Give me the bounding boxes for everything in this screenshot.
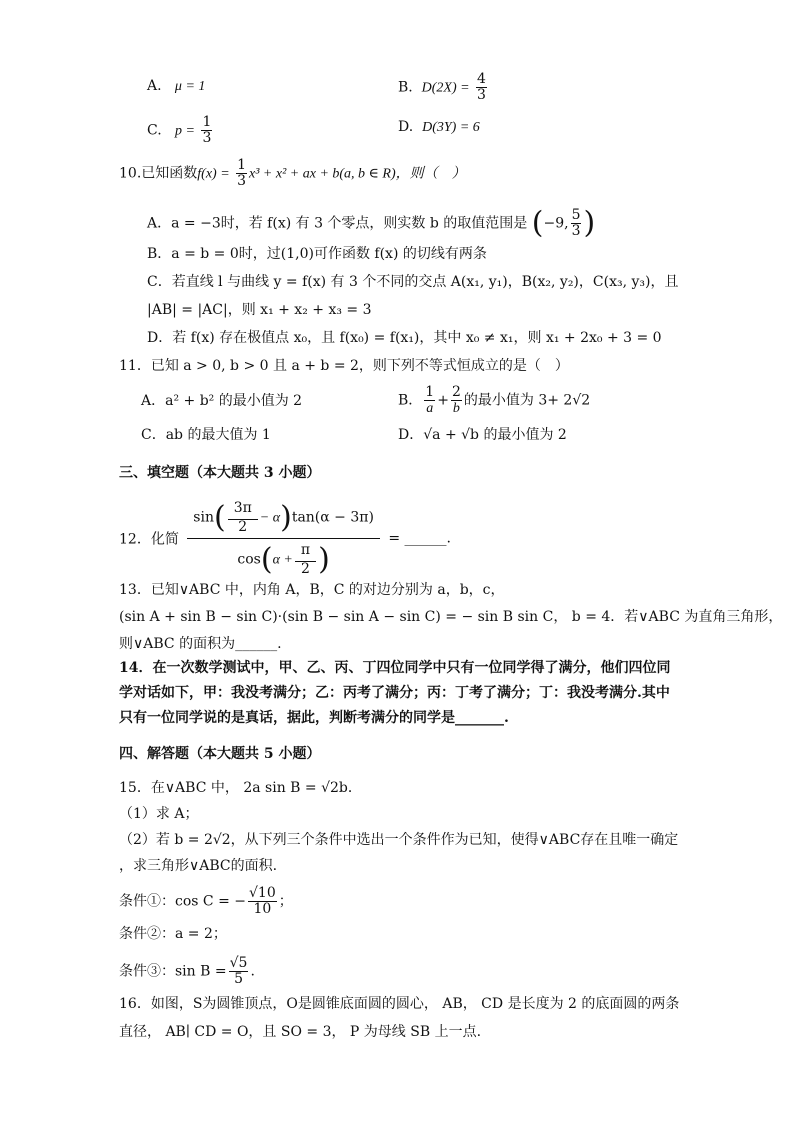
- q15-condition-2: 条件②：a = 2；: [119, 926, 227, 942]
- q10-option-b: B．a = b = 0时，过(1,0)可作函数 f(x) 的切线有两条: [147, 246, 487, 262]
- q13-line3: 则∨ABC 的面积为______.: [119, 636, 282, 652]
- q15-condition-3: 条件③：sin B = $\frac{√5}{5}$ .: [119, 955, 255, 987]
- q10-option-d: D．若 f(x) 存在极值点 x₀，且 f(x₀) = f(x₁)，其中 x₀ ≠ x₁，则 x₁ + 2x₀ + 3 = 0: [147, 330, 662, 346]
- q9-option-a: A. μ = 1: [147, 78, 206, 94]
- q11-option-a: A．a² + b² 的最小值为 2: [141, 393, 303, 409]
- section-heading-answers: 四、解答题（本大题共 5 小题）: [119, 746, 321, 762]
- q12-fraction: sin( $\frac{3\pi}{2}$ − α)tan(α − 3π) cos(α + $\frac{\pi}{2}$ ): [187, 500, 380, 577]
- q10-option-a: A．a = −3时，若 f(x) 有 3 个零点，则实数 b 的取值范围是 (−9, $\frac{5}{3}$ ): [147, 205, 596, 241]
- q14-line2: 学对话如下，甲：我没考满分；乙：丙考了满分；丙：丁考了满分；丁：我没考满分.其中: [119, 685, 670, 701]
- q15-part2-line2: ，求三角形∨ABC的面积.: [119, 858, 278, 874]
- q10-option-c-line2: |AB| = |AC|，则 x₁ + x₂ + x₃ = 3: [147, 302, 372, 318]
- q13-line2: (sin A + sin B − sin C)·(sin B − sin A − sin C) = − sin B sin C， b = 4．若∨ABC 为直角三角形，: [119, 609, 783, 625]
- q14-line3: 只有一位同学说的是真话，据此，判断考满分的同学是_______.: [119, 710, 509, 726]
- q15-part2-line1: （2）若 b = 2√2，从下列三个条件中选出一个条件作为已知，使得∨ABC存在且唯一确定: [119, 832, 679, 848]
- q15-condition-1: 条件①：cos C = − $\frac{√10}{10}$ ；: [119, 885, 293, 917]
- q9-option-d: D. D(3Y) = 6: [398, 119, 480, 135]
- q15-part1: （1）求 A；: [119, 806, 199, 822]
- q16-line2: 直径， AB∣ CD = O，且 SO = 3， P 为母线 SB 上一点.: [119, 1024, 482, 1040]
- q12: 12．化简 sin( $\frac{3\pi}{2}$ − α)tan(α − 3π) cos(α + $\frac{\pi}{2}$ ) = ______.: [119, 499, 452, 577]
- q11-option-d: D．√a + √b 的最小值为 2: [398, 427, 567, 443]
- q10-option-c-line1: C．若直线 l 与曲线 y = f(x) 有 3 个不同的交点 A(x₁, y₁)，B(x₂, y₂)，C(x₃, y₃)，且: [147, 274, 679, 290]
- q15-stem: 15．在∨ABC 中， 2a sin B = √2b．: [119, 780, 362, 796]
- q16-line1: 16．如图，S为圆锥顶点，O是圆锥底面圆的圆心， AB， CD 是长度为 2 的底面圆的两条: [119, 996, 680, 1012]
- q11-option-b: B． $\frac{1}{a}$ + $\frac{2}{b}$ 的最小值为 3+ 2√2: [398, 384, 591, 416]
- section-heading-fill-in: 三、填空题（本大题共 3 小题）: [119, 465, 321, 481]
- q9-option-b: B. D(2X) = $\frac{4}{3}$: [398, 71, 486, 103]
- q10-stem: 10.已知函数f(x) = $\frac{1}{3}$ x³ + x² + ax + b(a, b ∈ R)，则（ ）: [119, 157, 466, 189]
- q11-option-c: C．ab 的最大值为 1: [141, 427, 271, 443]
- q14-line1: 14．在一次数学测试中，甲、乙、丙、丁四位同学中只有一位同学得了满分，他们四位同: [119, 660, 671, 676]
- q11-stem: 11．已知 a > 0, b > 0 且 a + b = 2，则下列不等式恒成立的是（ ）: [119, 358, 569, 374]
- q13-line1: 13．已知∨ABC 中，内角 A，B，C 的对边分别为 a，b，c，: [119, 582, 505, 598]
- q9-option-c: C. p = $\frac{1}{3}$: [147, 114, 212, 146]
